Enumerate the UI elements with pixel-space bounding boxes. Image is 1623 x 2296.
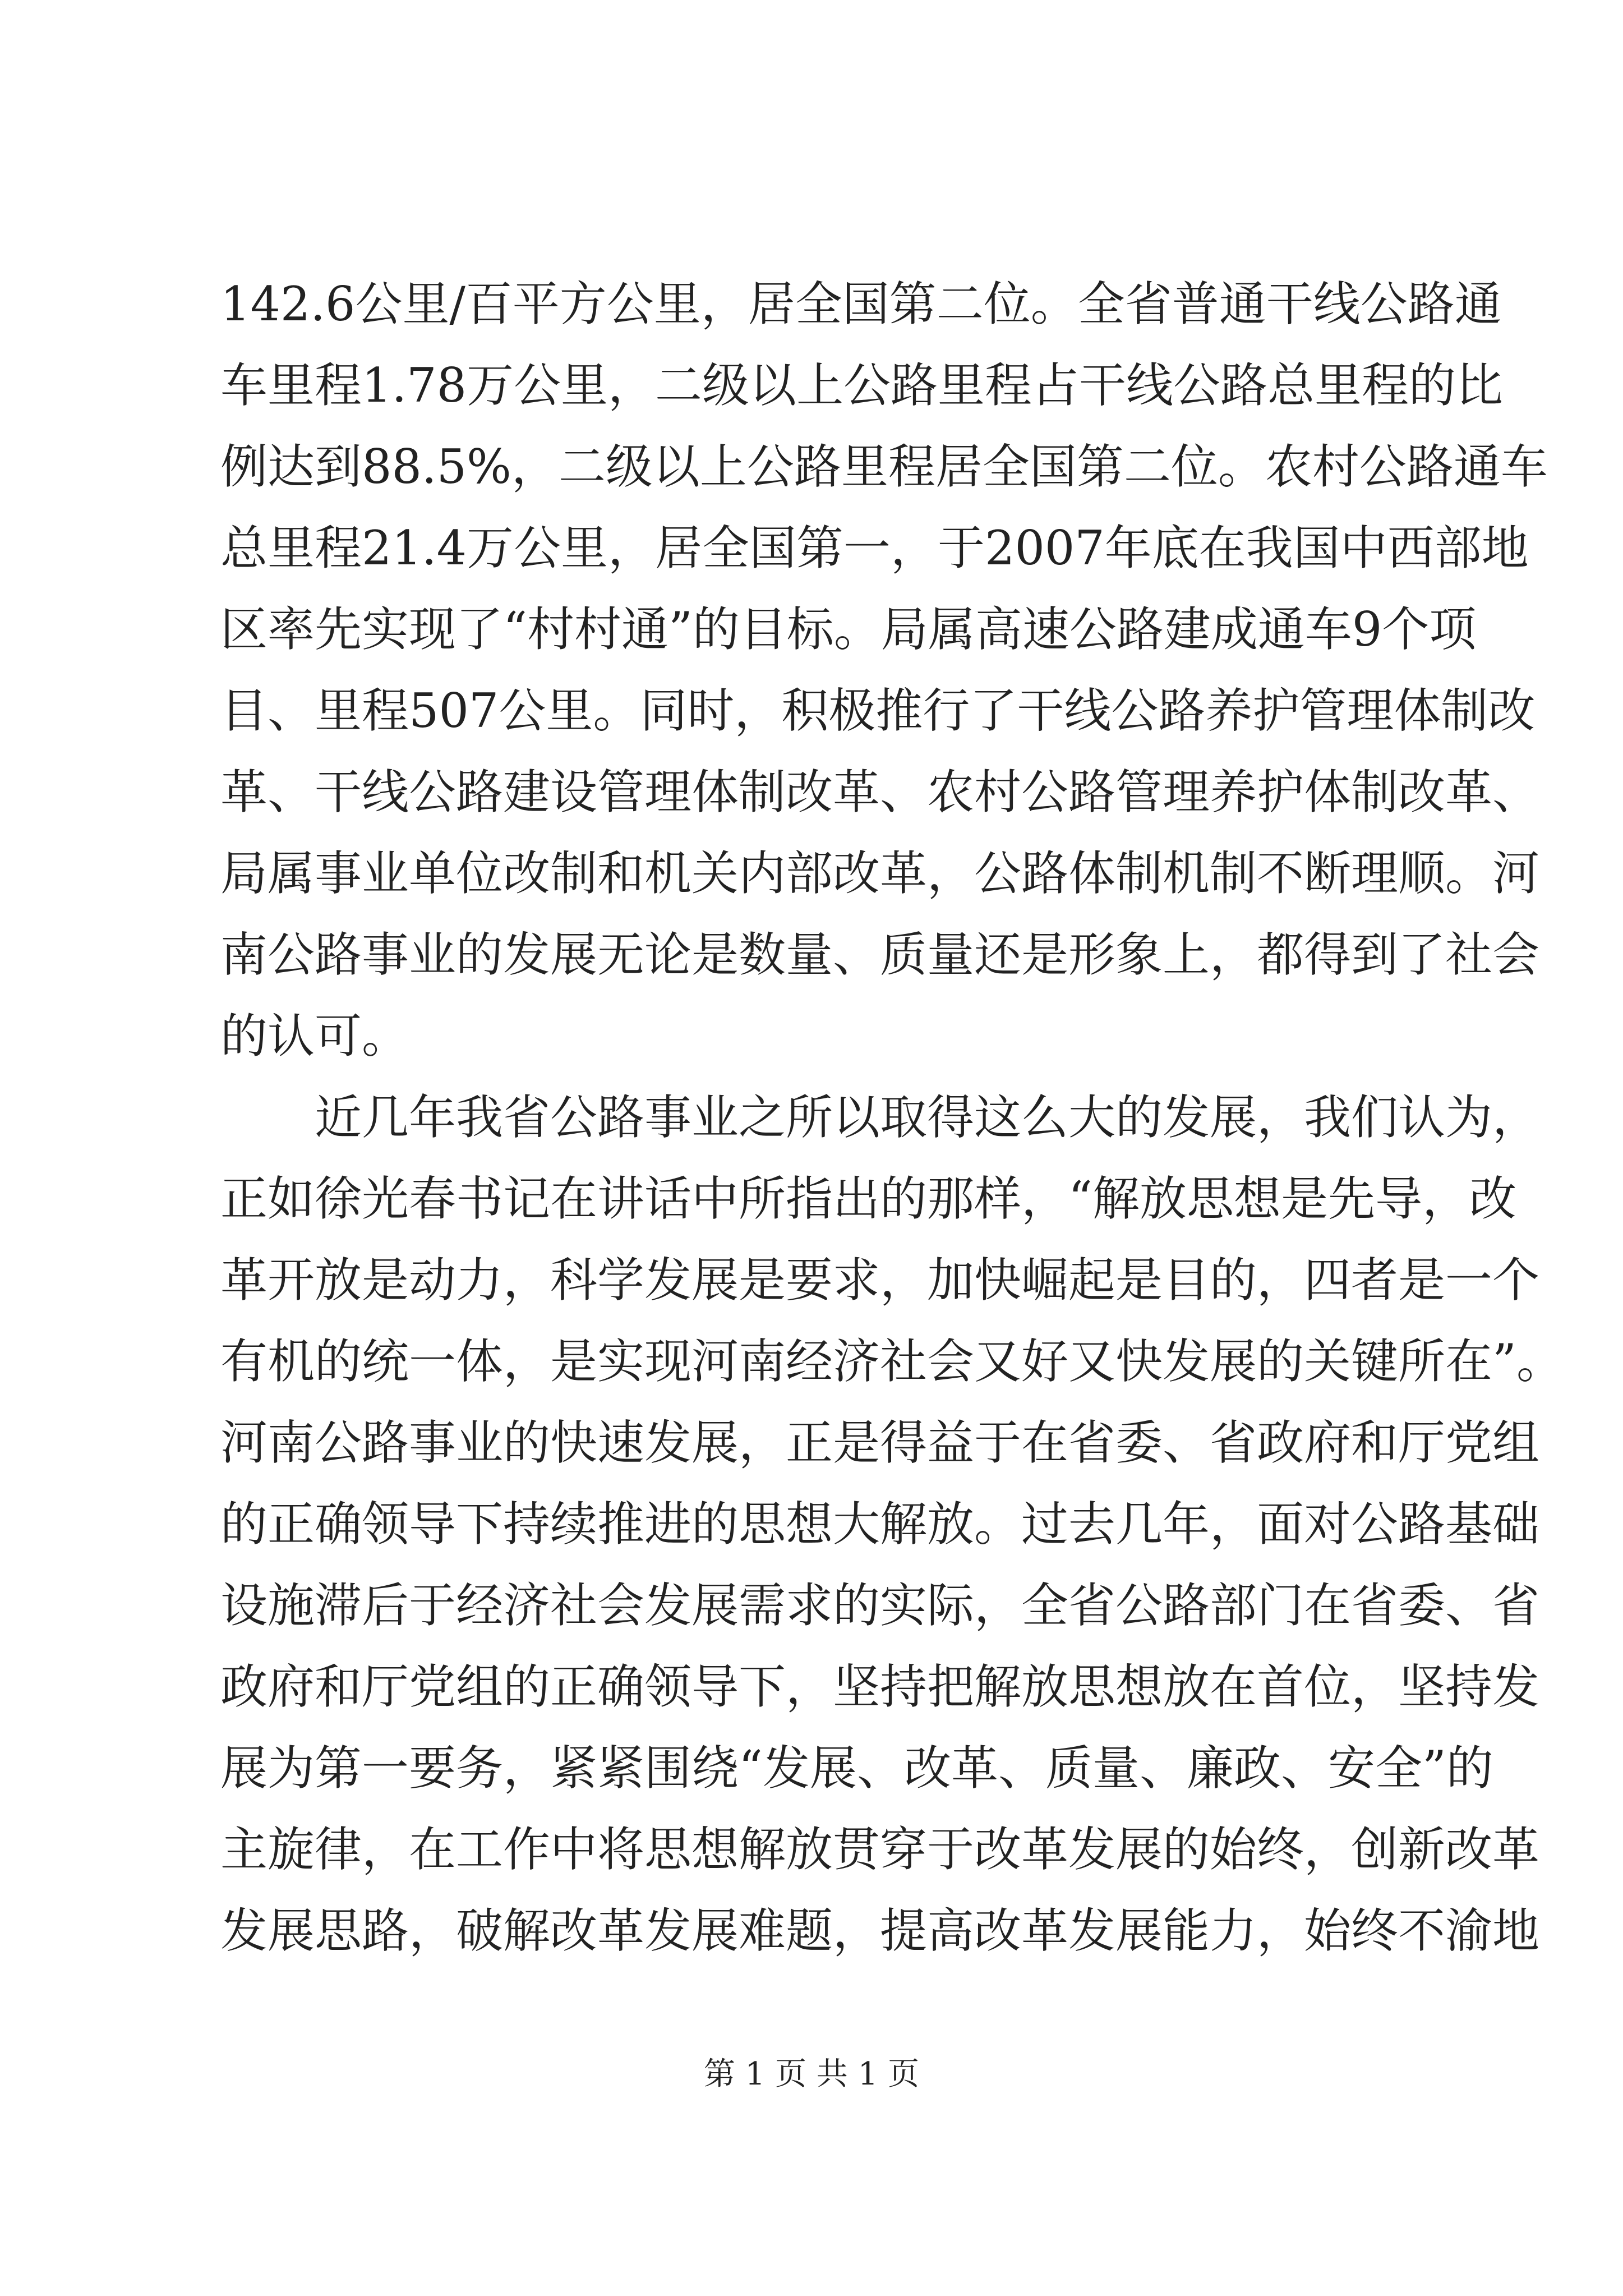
text-line: 142.6公里/百平方公里，居全国第二位。全省普通干线公路通	[220, 277, 1502, 332]
text-line: 主旋律，在工作中将思想解放贯穿于改革发展的始终，创新改革	[220, 1822, 1540, 1877]
text-line: 革、干线公路建设管理体制改革、农村公路管理养护体制改革、	[220, 765, 1540, 820]
text-line: 有机的统一体，是实现河南经济社会又好又快发展的关键所在”。	[220, 1334, 1564, 1389]
text-line: 展为第一要务，紧紧围绕“发展、改革、质量、廉政、安全”的	[220, 1741, 1493, 1796]
text-line: 革开放是动力，科学发展是要求，加快崛起是目的，四者是一个	[220, 1253, 1540, 1308]
text-line: 车里程1.78万公里，二级以上公路里程占干线公路总里程的比	[220, 358, 1504, 413]
text-line: 河南公路事业的快速发展，正是得益于在省委、省政府和厅党组	[220, 1415, 1540, 1470]
text-line: 近几年我省公路事业之所以取得这么大的发展，我们认为，	[315, 1090, 1540, 1145]
text-line: 目、里程507公里。同时，积极推行了干线公路养护管理体制改	[220, 683, 1536, 738]
text-line: 的正确领导下持续推进的思想大解放。过去几年，面对公路基础	[220, 1497, 1540, 1552]
text-line: 南公路事业的发展无论是数量、质量还是形象上，都得到了社会	[220, 927, 1540, 982]
text-line: 的认可。	[220, 1009, 409, 1064]
page-number: 第 1 页 共 1 页	[703, 2056, 920, 2092]
paragraph-1	[220, 264, 1548, 1077]
paragraph-2	[220, 1077, 1564, 1972]
text-line: 例达到88.5%，二级以上公路里程居全国第二位。农村公路通车	[220, 439, 1548, 494]
text-line: 正如徐光春书记在讲话中所指出的那样，“解放思想是先导，改	[220, 1171, 1516, 1226]
text-line: 政府和厅党组的正确领导下，坚持把解放思想放在首位，坚持发	[220, 1659, 1540, 1714]
text-line: 区率先实现了“村村通”的目标。局属高速公路建成通车9个项	[220, 602, 1477, 657]
text-line: 局属事业单位改制和机关内部改革，公路体制机制不断理顺。河	[220, 846, 1540, 901]
document-body	[220, 264, 1564, 1972]
text-line: 设施滞后于经济社会发展需求的实际，全省公路部门在省委、省	[220, 1578, 1540, 1633]
text-line: 总里程21.4万公里，居全国第一，于2007年底在我国中西部地	[220, 521, 1529, 576]
text-line: 发展思路，破解改革发展难题，提高改革发展能力，始终不渝地	[220, 1903, 1540, 1958]
